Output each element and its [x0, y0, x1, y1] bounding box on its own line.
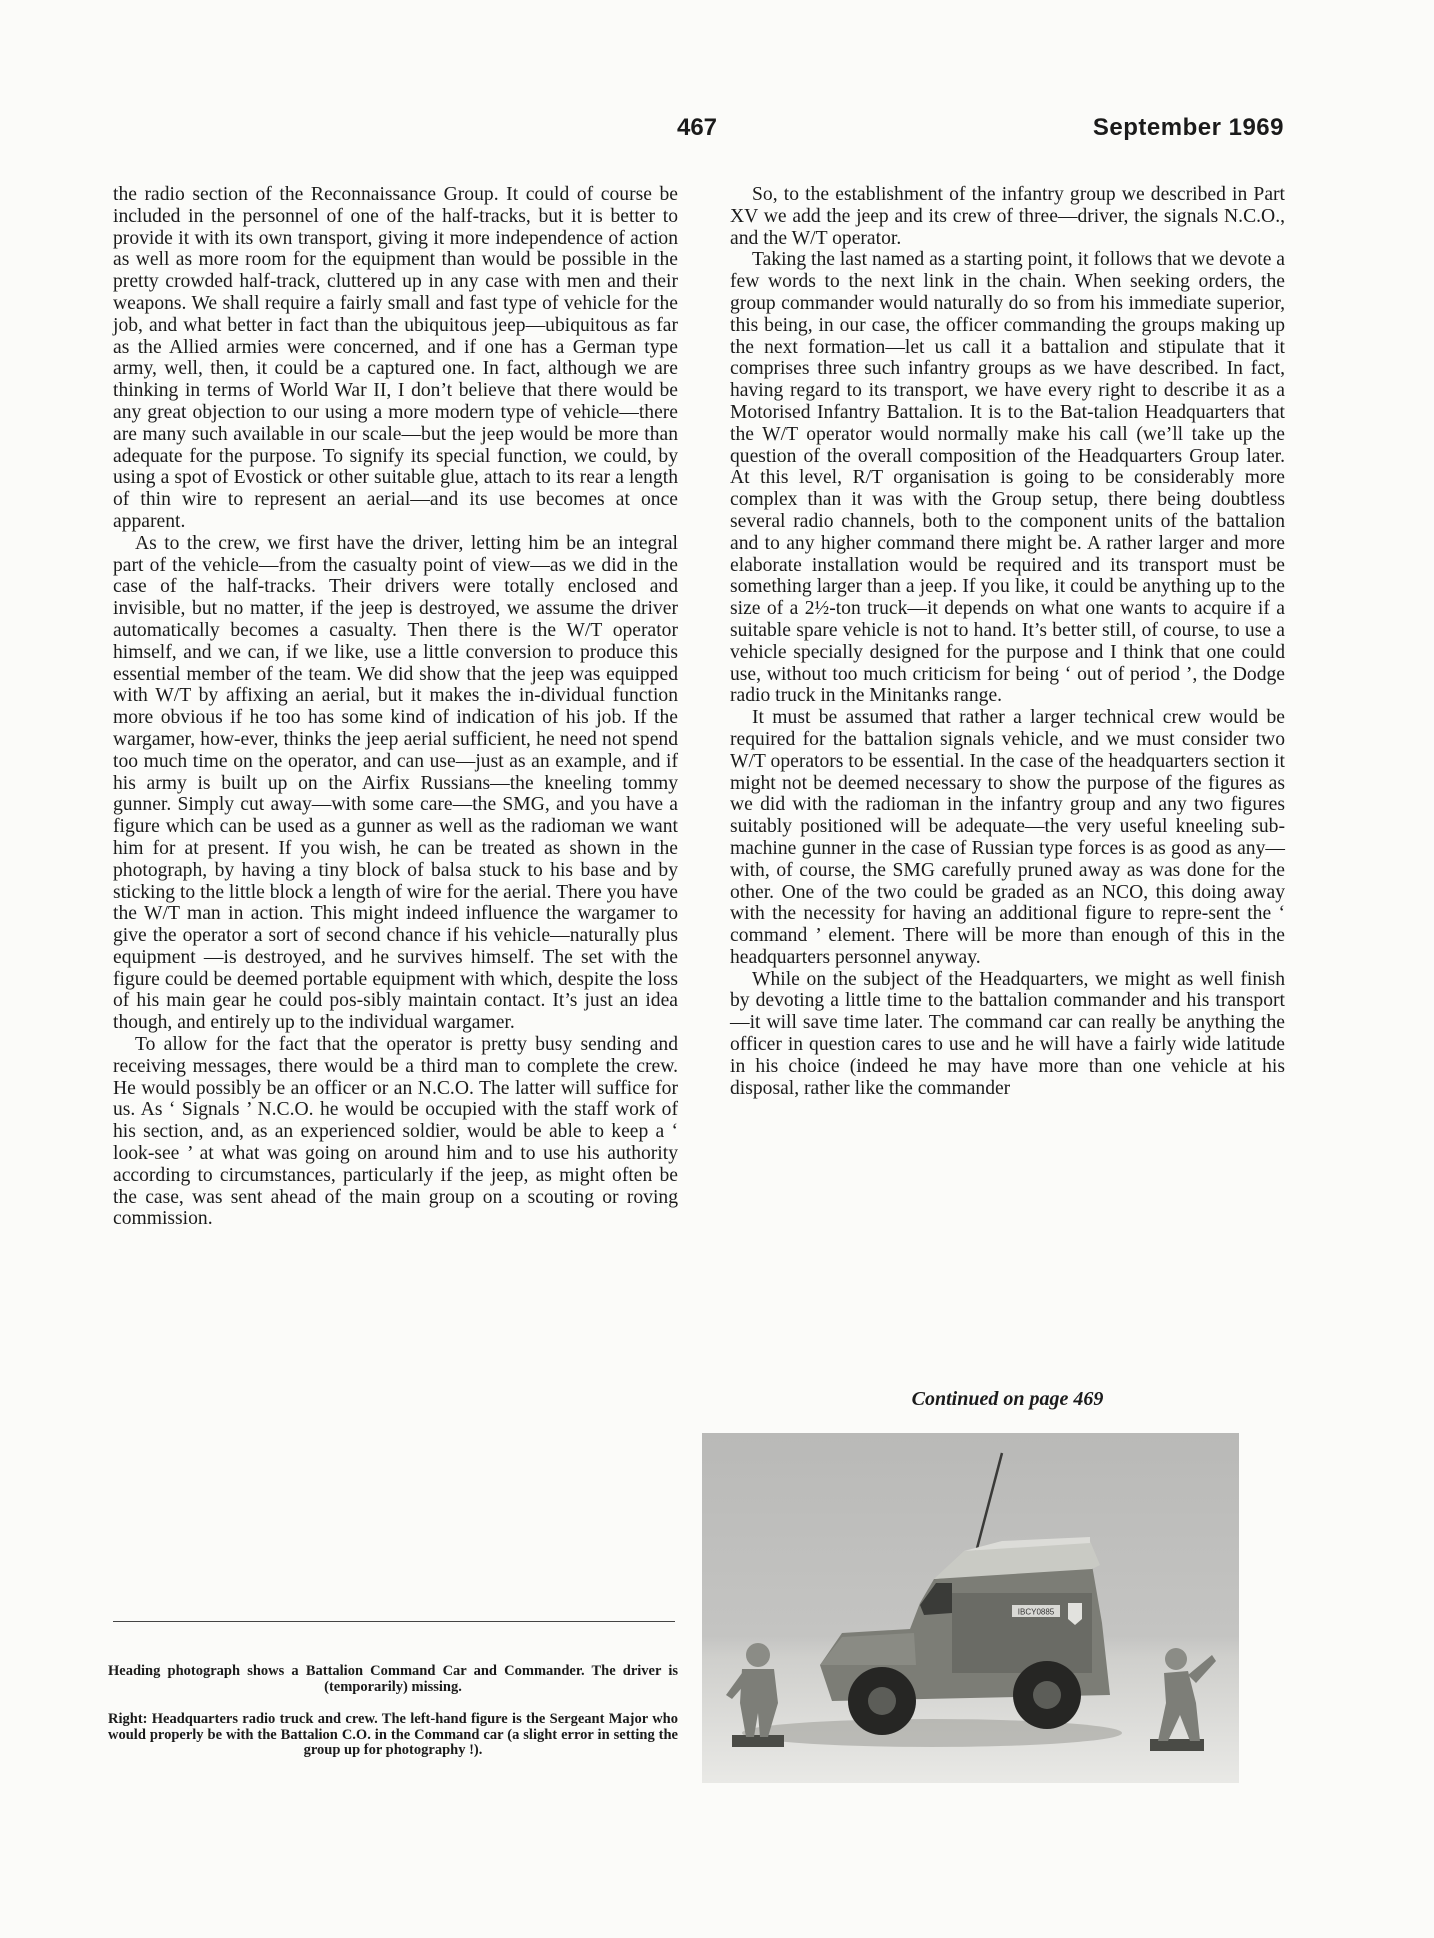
paragraph: So, to the establishment of the infantry group we described in Part XV we add the jeep and its crew of three—driver, the signals N.C.O., and the W/T operator. — [730, 184, 1285, 249]
radio-truck-illustration — [702, 1433, 1239, 1783]
figure-left-head — [746, 1643, 770, 1667]
figure-base-left — [732, 1735, 784, 1747]
issue-date: September 1969 — [1092, 114, 1284, 141]
caption-heading-photo: Heading photograph shows a Battalion Command Car and Commander. The driver is (temporarily) missing. — [108, 1663, 678, 1695]
cab-window — [920, 1583, 952, 1615]
page-number: 467 — [676, 114, 718, 141]
caption-divider — [113, 1621, 675, 1622]
paragraph: While on the subject of the Headquarters, we might as well finish by devoting a little time to the battalion commander and his transport—it will save time later. The command car can really be anything the officer in question cares to use and he will have a fairly wide latitude in his choice (indeed he may have more than one vehicle at his disposal, rather like the commander — [730, 968, 1285, 1099]
paragraph: the radio section of the Reconnaissance Group. It could of course be included in the personnel of one of the half-tracks, but it is better to provide it with its own transport, giving it more independence of action as well as more room for the equipment than would be possible in the pretty crowded half-track, cluttered up in any case with men and their weapons. We shall require a fairly small and fast type of vehicle for the job, and what better in fact than the ubiquitous jeep—ubiquitous as far as the Allied armies were concerned, and if one has a German type army, well, then, it could be a captured one. In fact, although we are thinking in terms of World War II, I don’t believe that there would be any great objection to our using a more modern type of vehicle—there are many such available in our scale—but the jeep would be more than adequate for the purpose. To signify its special function, we could, by using a spot of Evostick or other suitable glue, attach to its rear a length of thin wire to represent an aerial—and its use becomes at once apparent. — [113, 184, 678, 532]
paragraph: Taking the last named as a starting point, it follows that we devote a few words to the next link in the chain. When seeking orders, the group commander would naturally do so from his immediate superior, this being, in our case, the officer commanding the groups making up the next formation—let us call it a battalion and stipulate that it comprises three such infantry groups as we have described. In fact, having regard to its transport, we have every right to describe it as a Motorised Infantry Battalion. It is to the Bat-talion Headquarters that the W/T operator would normally make his call (we’ll take up the question of the overall composition of the Headquarters Group later. At this level, R/T organisation is going to be considerably more complex than it was with the Group setup, there being doubtless several radio channels, both to the component units of the battalion and to any higher command there might be. A rather larger and more elaborate installation would be required and its transport must be something larger than a jeep. If you like, it could be anything up to the size of a 2½-ton truck—it depends on what one wants to acquire if a suitable spare vehicle is not to hand. It’s better still, of course, to use a vehicle specially designed for the purpose and I think that one could use, without too much criticism for being ‘ out of period ’, the Dodge radio truck in the Minitanks range. — [730, 249, 1285, 707]
continued-note: Continued on page 469 — [911, 1388, 1104, 1410]
figure-right-body — [1158, 1671, 1200, 1741]
paragraph: As to the crew, we first have the driver, letting him be an integral part of the vehicle—from the casualty point of view—as we did in the case of the half-tracks. Their drivers were totally enclosed and invisible, but no matter, if the jeep is destroyed, we assume the driver automatically becomes a casualty. Then there is the W/T operator himself, and we can, if we like, use a little conversion to produce this essential member of the team. We did show that the jeep was equipped with W/T by affixing an aerial, but it makes the in-dividual function more obvious if he too has some kind of indication of his job. If the wargamer, how-ever, thinks the jeep aerial sufficient, he need not spend too much time on the operator, and can use—just as an example, and if his army is built up on the Airfix Russians—the kneeling tommy gunner. Simply cut away—with some care—the SMG, and you have a figure which can be used as a gunner as well as the radioman we want him for at present. If you wish, he can be treated as shown in the photograph, by having a tiny block of balsa stuck to his base and by sticking to the little block a length of wire for the aerial. There you have the W/T man in action. This might indeed influence the wargamer to give the operator a sort of second chance if his vehicle—naturally plus equipment —is destroyed, and he survives himself. The set with the figure could be deemed portable equipment with which, despite the loss of his main gear he could pos-sibly maintain contact. It’s just an idea though, and entirely up to the individual wargamer. — [113, 532, 678, 1034]
paragraph: To allow for the fact that the operator is pretty busy sending and receiving messages, there would be a third man to complete the crew. He would possibly be an officer or an N.C.O. The latter will suffice for us. As ‘ Signals ’ N.C.O. he would be occupied with the staff work of his section, and, as an experienced soldier, would be able to keep a ‘ look-see ’ at what was going on around him and to use his authority according to circumstances, particularly if the jeep, as might often be the case, was sent ahead of the main group on a scouting or roving commission. — [113, 1034, 678, 1230]
article-left-column — [113, 184, 678, 1230]
figure-right-head — [1165, 1648, 1187, 1670]
caption-right-photo: Right: Headquarters radio truck and crew. The left-hand figure is the Sergeant Major who would properly be with the Battalion C.O. in the Command car (a slight error in setting the group up for photography !). — [108, 1711, 678, 1758]
article-right-column — [730, 184, 1285, 1099]
bonnet — [820, 1633, 916, 1665]
radio-truck-photo — [702, 1433, 1239, 1783]
registration-text: IBCY0885 — [1017, 1607, 1055, 1617]
paragraph: It must be assumed that rather a larger technical crew would be required for the battalion signals vehicle, and we must consider two W/T operators to be essential. In the case of the headquarters section it might not be deemed necessary to show the purpose of the figures as we did with the radioman in the infantry group and any two figures suitably positioned will be adequate—the very useful kneeling sub-machine gunner in the case of Russian type forces is as good as any—with, of course, the SMG carefully pruned away as was done for the other. One of the two could be graded as an NCO, this doing away with the necessity for having an additional figure to repre-sent the ‘ command ’ element. There will be more than enough of this in the headquarters personnel anyway. — [730, 707, 1285, 968]
